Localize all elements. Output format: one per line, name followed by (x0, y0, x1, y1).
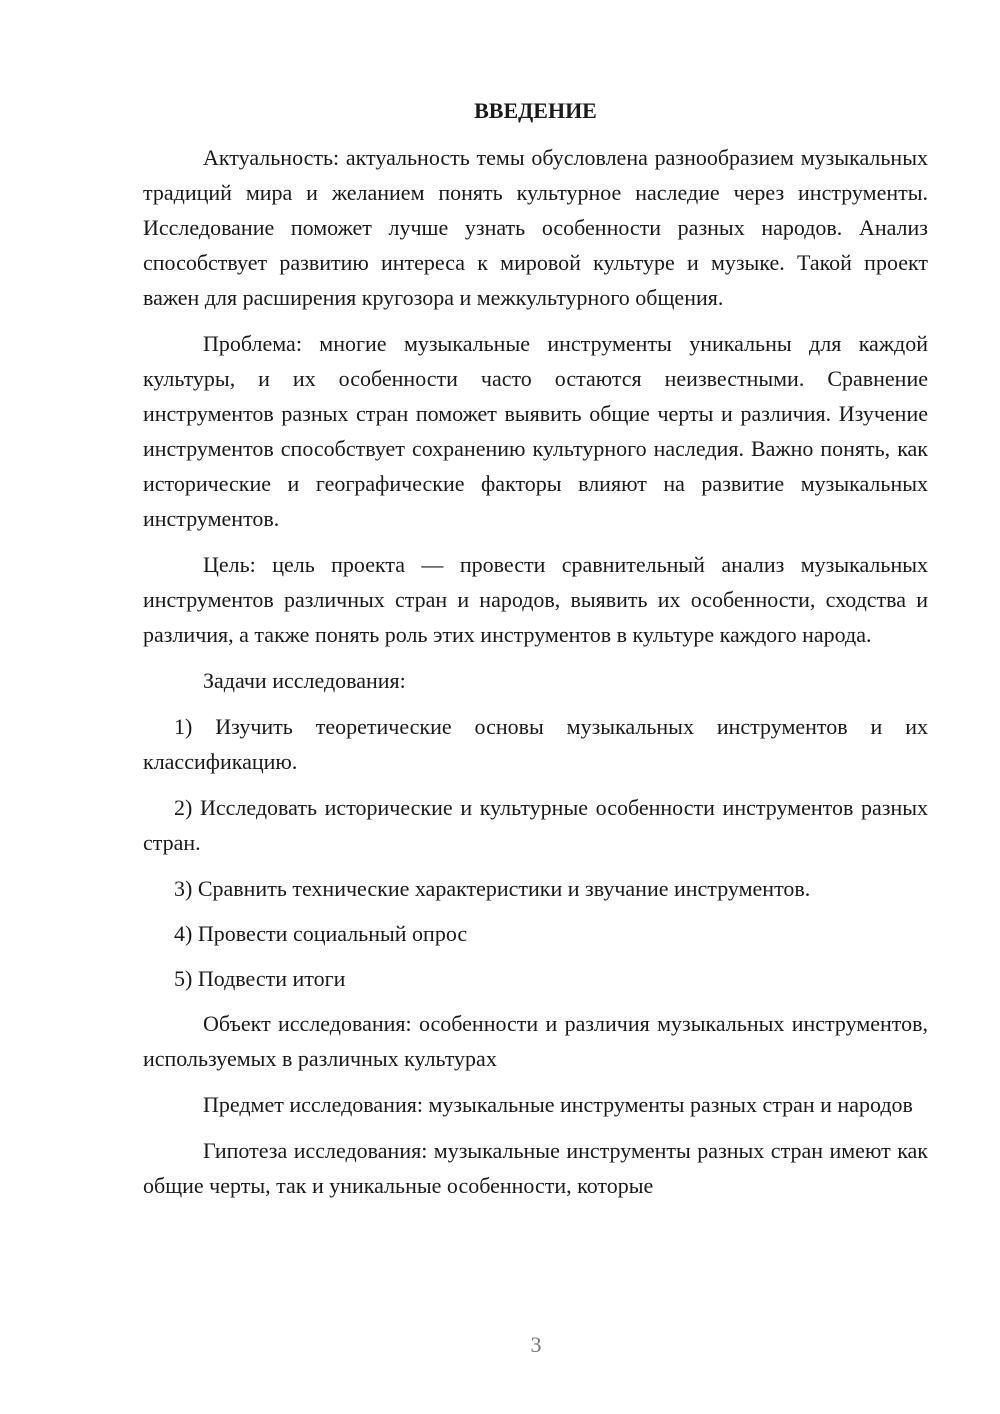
task-item-3: 3) Сравнить технические характеристики и звучание инструментов. (174, 876, 811, 901)
task-item-4: 4) Провести социальный опрос (174, 921, 468, 946)
task-item-1: 1) Изучить теоретические основы музыкальных инструментов и их классификацию. (143, 714, 928, 774)
task-item-2: 2) Исследовать исторические и культурные особенности инструментов разных стран. (143, 795, 928, 855)
paragraph-goal: Цель: цель проекта — провести сравнительный анализ музыкальных инструментов различных стран и народов, выявить их особенности, сходства и различия, а также понять роль этих инструментов в культуре каждого народа. (143, 552, 928, 647)
paragraph-problem: Проблема: многие музыкальные инструменты уникальны для каждой культуры, и их особенности часто остаются неизвестными. Сравнение инструментов разных стран поможет выявить общие черты и различия. Изучение инструментов способствует сохранению культурного наследия. Важно понять, как исторические и географические факторы влияют на развитие музыкальных инструментов. (143, 331, 928, 531)
document-page (143, 96, 928, 1214)
task-item-5: 5) Подвести итоги (174, 966, 346, 991)
page-number: 3 (530, 1332, 542, 1357)
paragraph-hypothesis: Гипотеза исследования: музыкальные инструменты разных стран имеют как общие черты, так и уникальные особенности, которые (143, 1138, 928, 1198)
paragraph-subject: Предмет исследования: музыкальные инструменты разных стран и народов (203, 1092, 913, 1117)
section-title: ВВЕДЕНИЕ (474, 98, 597, 123)
paragraph-object: Объект исследования: особенности и различия музыкальных инструментов, используемых в различных культурах (143, 1011, 928, 1071)
paragraph-relevance: Актуальность: актуальность темы обусловлена разнообразием музыкальных традиций мира и желанием понять культурное наследие через инструменты. Исследование поможет лучше узнать особенности разных народов. Анализ способствует развитию интереса к мировой культуре и музыке. Такой проект важен для расширения кругозора и межкультурного общения. (143, 145, 928, 310)
tasks-heading: Задачи исследования: (203, 668, 406, 693)
